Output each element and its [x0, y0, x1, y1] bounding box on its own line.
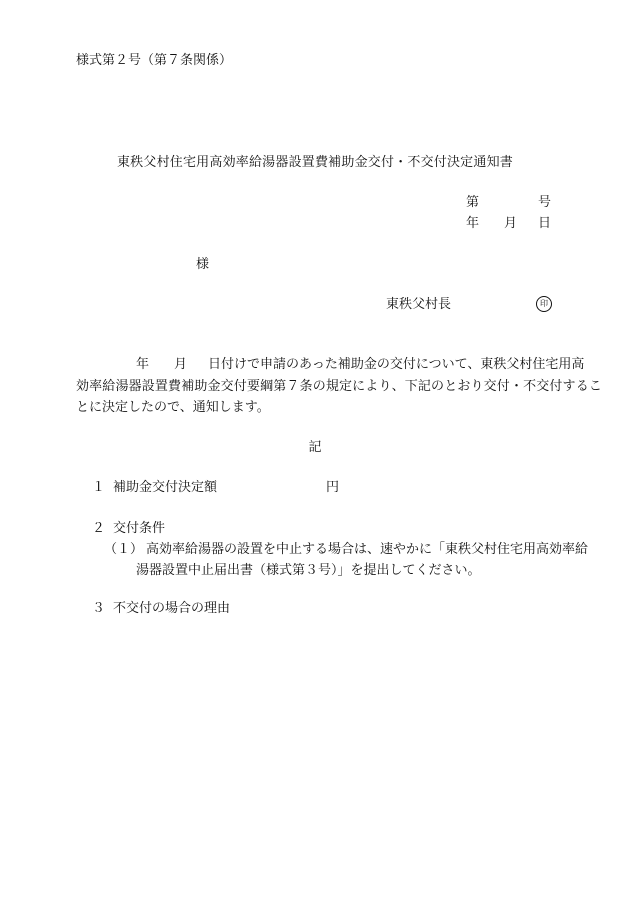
date-month: 月	[504, 216, 518, 231]
issuer-name: 東秩父村長	[386, 297, 452, 312]
body-line-2: 効率給湯器設置費補助金交付要綱第７条の規定により、下記のとおり交付・不交付するこ	[76, 379, 603, 394]
item-3-number: ３	[92, 601, 106, 616]
number-suffix: 号	[537, 195, 551, 210]
condition-1-number: （１）	[104, 542, 144, 557]
condition-1-line-1: 高効率給湯器の設置を中止する場合は、速やかに「東秩父村住宅用高効率給	[146, 542, 589, 557]
body-line-1	[76, 357, 585, 372]
body-line1-text: 日付けで申請のあった補助金の交付について、東秩父村住宅用高	[208, 357, 585, 372]
body-year: 年	[136, 357, 150, 372]
form-number: 様式第２号（第７条関係）	[76, 53, 233, 68]
condition-1-line-2: 湯器設置中止届出書（様式第３号）」を提出してください。	[136, 563, 481, 578]
item-1-unit: 円	[326, 480, 340, 495]
date-year: 年	[466, 216, 480, 231]
number-prefix: 第	[466, 195, 480, 210]
item-2-number: ２	[92, 521, 106, 536]
item-3-label: 不交付の場合の理由	[113, 601, 231, 616]
date-day: 日	[537, 216, 551, 231]
item-1-label: 補助金交付決定額	[113, 480, 218, 495]
item-2-label: 交付条件	[113, 521, 166, 536]
document-title: 東秩父村住宅用高効率給湯器設置費補助金交付・不交付決定通知書	[116, 155, 513, 170]
note-heading: 記	[308, 440, 322, 455]
addressee-honorific: 様	[196, 257, 210, 272]
body-month: 月	[174, 357, 188, 372]
body-line-3: とに決定したので、通知します。	[76, 400, 270, 415]
seal-mark: 印	[536, 296, 552, 312]
item-1-number: １	[92, 480, 106, 495]
